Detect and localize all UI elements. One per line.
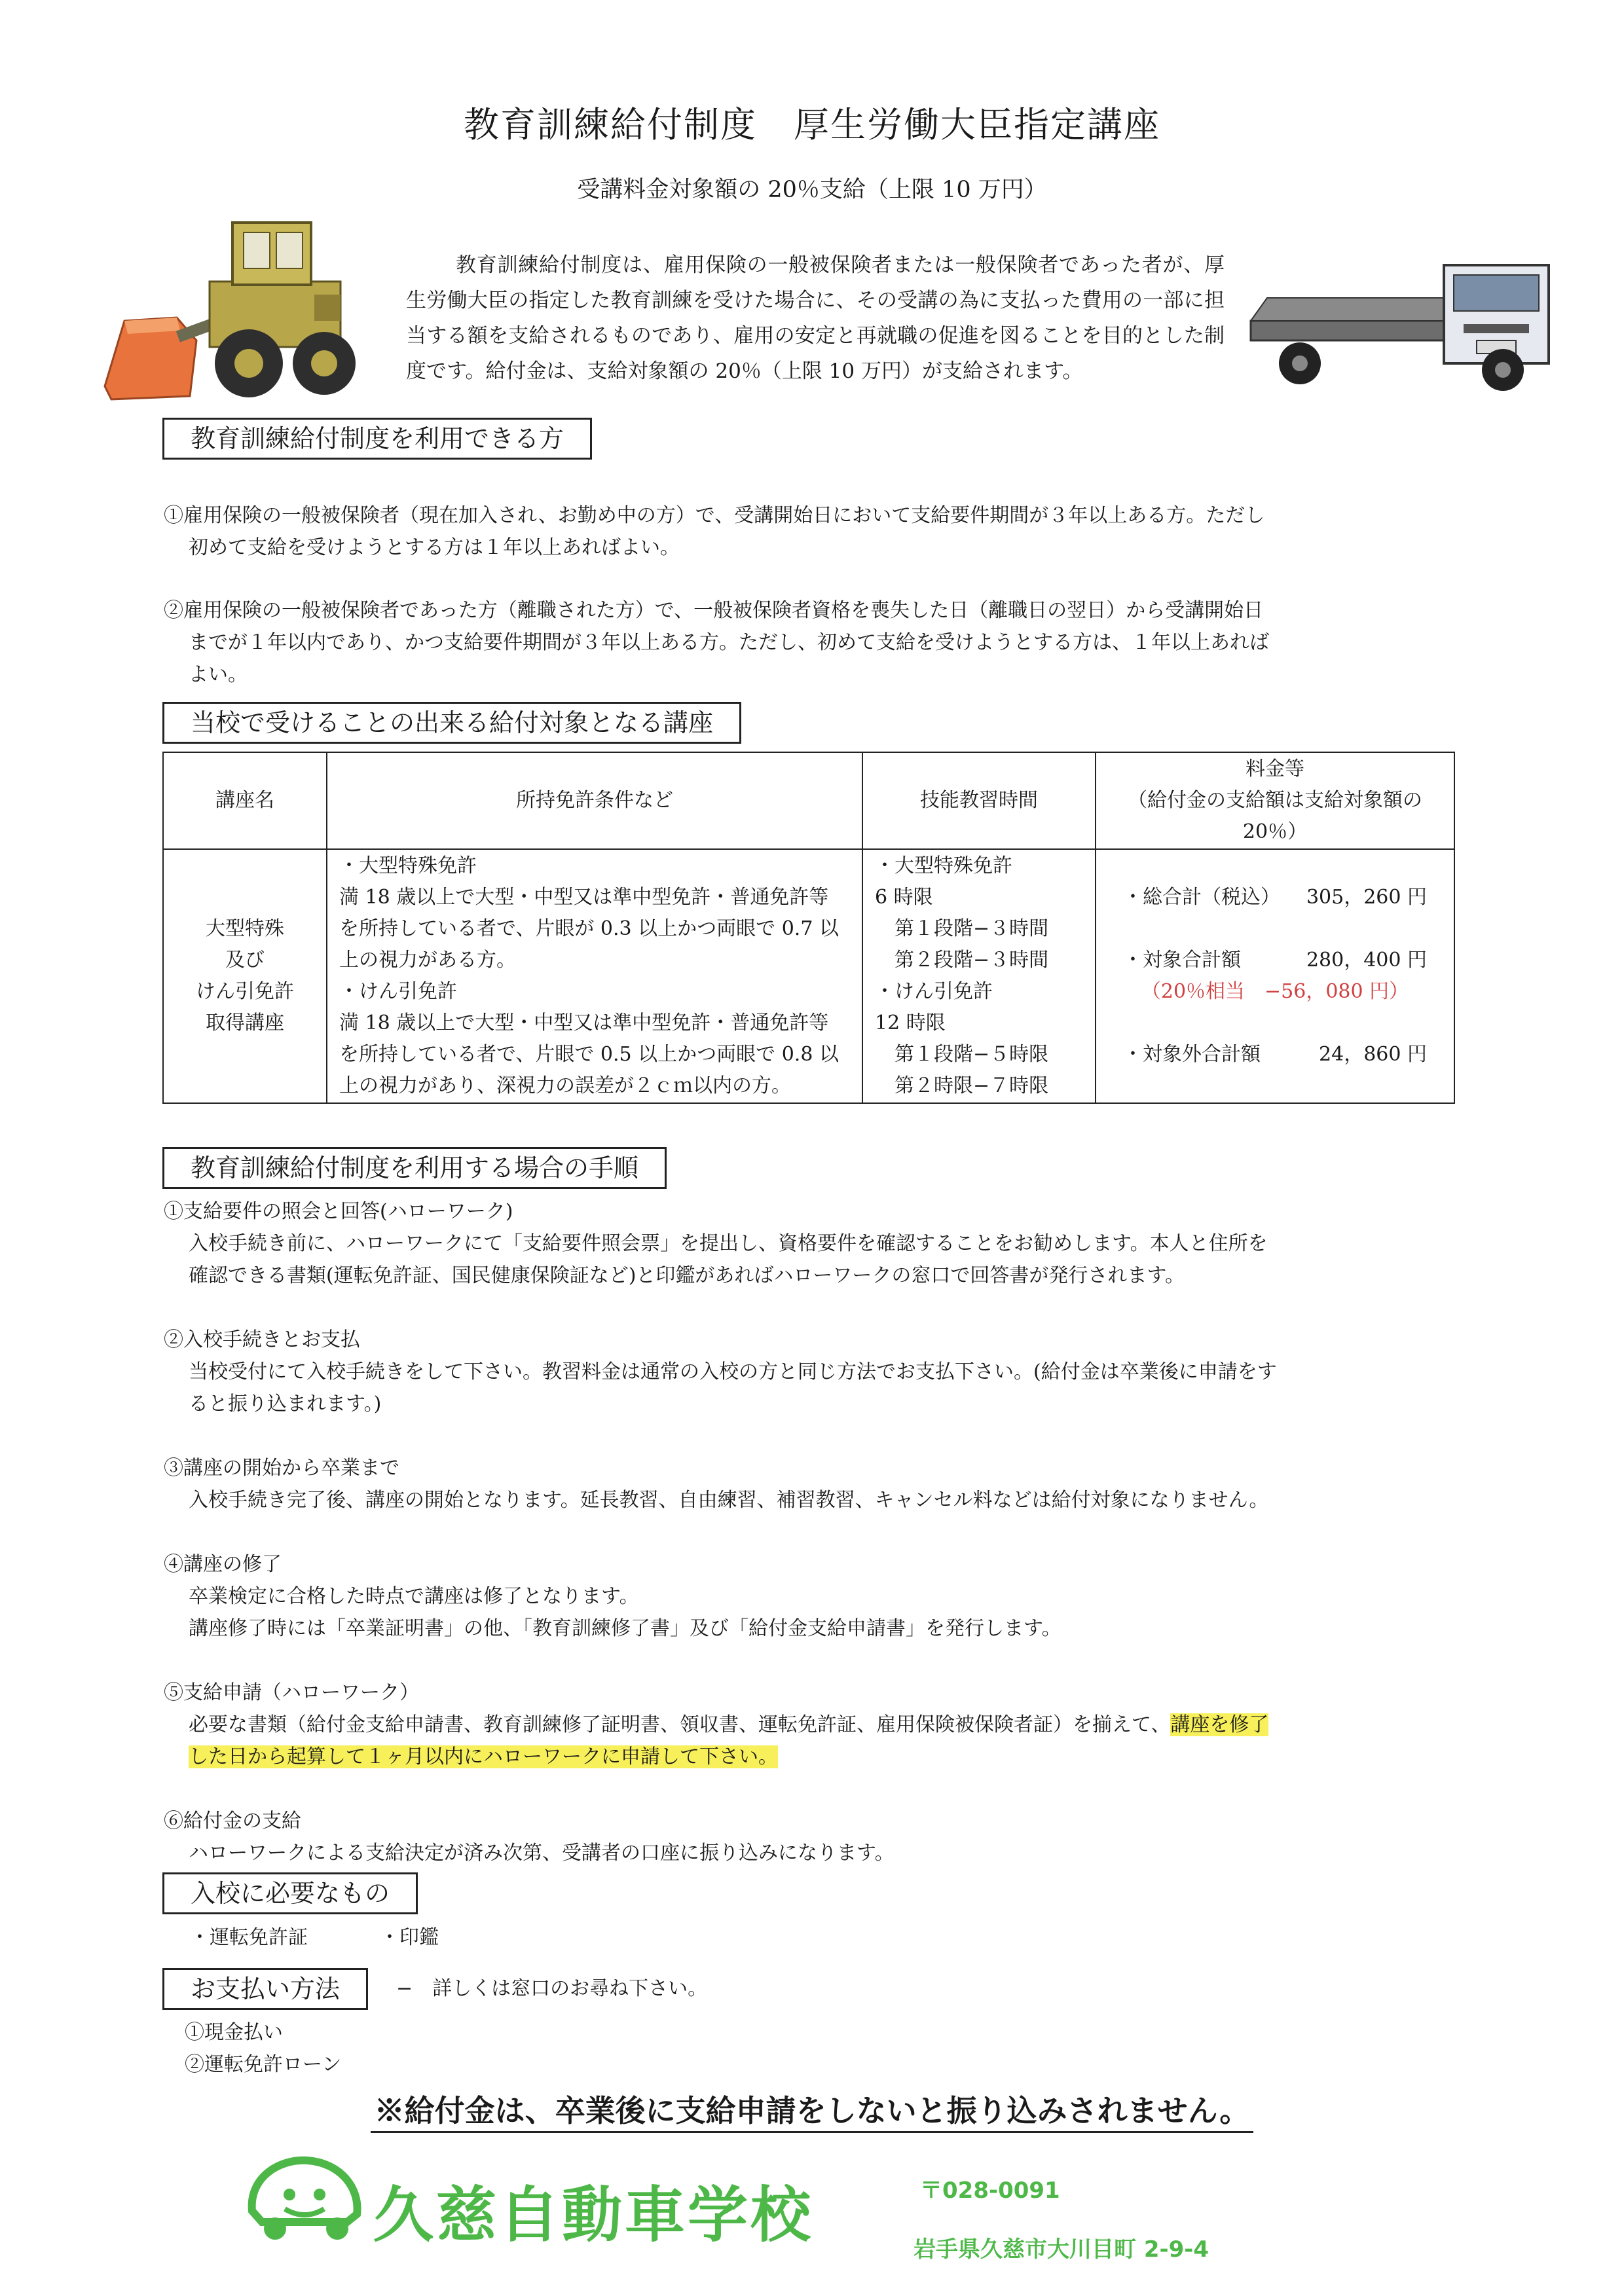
postal-code: 〒028-0091 [920,2178,1060,2204]
wheel-loader-image [98,210,360,406]
requirement-item-seal: ・印鑑 [380,1926,439,1949]
header-fee-line-3: 20％） [1242,820,1308,843]
eligibility-item-2-line-1: ②雇用保険の一般被保険者であった方（離職された方）で、一般被保険者資格を喪失した日（離職日の翌日）から受講開始日 [164,599,1264,622]
payment-item-loan: ②運転免許ローン [185,2053,342,2076]
license-line: 上の視力がある方。 [339,949,516,972]
hours-line: 第２段階−３時間 [875,949,1049,972]
requirements-heading: 入校に必要なもの [162,1872,418,1914]
fee-other [1097,1039,1453,1070]
notice [0,2087,1624,2130]
step-1-line-1: 入校手続き前に、ハローワークにて「支給要件照会票」を提出し、資格要件を確認することをお勧めします。本人と住所を [189,1232,1268,1255]
step-6-line-1: ハローワークによる支給決定が済み次第、受講者の口座に振り込みになります。 [189,1842,895,1865]
eligibility-item-2-line-3: よい。 [189,663,248,686]
license-line: 満 18 歳以上で大型・中型又は準中型免許・普通免許等 [339,1011,829,1034]
hours-line: ・けん引免許 [875,980,993,1003]
step-4-line-1: 卒業検定に合格した時点で講座は修了となります。 [189,1585,639,1608]
table-row [163,849,1454,1103]
hours-line: 12 時限 [875,1011,946,1034]
step-5-highlight-2: した日から起算して１ヶ月以内にハローワークに申請して下さい。 [189,1745,778,1768]
fee-target [1097,945,1453,976]
fee-target-label: ・対象合計額 [1123,949,1241,972]
procedure-heading: 教育訓練給付制度を利用する場合の手順 [162,1147,667,1189]
step-5-line-2 [164,1741,1467,1773]
fee-total-value: 305，260 円 [1306,886,1427,909]
step-3-title: ③講座の開始から卒業まで [164,1457,399,1480]
procedure-steps [164,1195,1467,1869]
course-name-line-1: 大型特殊 [206,917,284,940]
step-1-line-2: 確認できる書類(運転免許証、国民健康保険証など)と印鑑があればハローワークの窓口で回答書が発行されます。 [189,1264,1185,1287]
step-2-title: ②入校手続きとお支払 [164,1328,360,1351]
school-address: 岩手県久慈市大川目町 2-9-4 [913,2236,1209,2263]
fee-discount: （20％相当 −56，080 円） [1141,980,1409,1003]
course-name-line-3: けん引免許 [196,980,294,1003]
step-5-text: 必要な書類（給付金支給申請書、教育訓練修了証明書、領収書、運転免許証、雇用保険被保険者証）を揃えて、 [189,1713,1171,1736]
step-5-title: ⑤支給申請（ハローワーク） [164,1681,419,1704]
fee-total [1097,882,1453,913]
header-fee-line-1: 料金等 [1246,757,1304,780]
fee-total-label: ・総合計（税込） [1123,886,1280,909]
notice-text: ※給付金は、卒業後に支給申請をしないと振り込みされません。 [371,2093,1254,2133]
course-name-line-4: 取得講座 [206,1011,284,1034]
step-5-line-1 [164,1709,1467,1741]
license-line: を所持している者で、片眼で 0.5 以上かつ両眼で 0.8 以 [339,1043,839,1066]
eligibility-item-1-line-1: ①雇用保険の一般被保険者（現在加入され、お勤め中の方）で、受講開始日において支給要件期間が３年以上ある方。ただし [164,504,1265,527]
fee-target-value: 280，400 円 [1306,949,1427,972]
step-2-line-1: 当校受付にて入校手続きをして下さい。教習料金は通常の入校の方と同じ方法でお支払下さい。(給付金は卒業後に申請をす [189,1360,1277,1383]
hours-line: 第２時限−７時限 [875,1074,1049,1097]
page-subtitle: 受講料金対象額の 20％支給（上限 10 万円） [577,177,1047,203]
eligibility-heading: 教育訓練給付制度を利用できる方 [162,418,592,460]
license-cell [327,849,862,1103]
payment-note: − 詳しくは窓口のお尋ね下さい。 [396,1977,708,2000]
courses-heading: 当校で受けることの出来る給付対象となる講座 [162,702,741,744]
course-name-cell [163,849,327,1103]
step-4-title: ④講座の修了 [164,1553,282,1576]
header-license: 所持免許条件など [327,752,862,849]
payment-heading: お支払い方法 [162,1968,368,2010]
step-5-highlight-1: 講座を修了 [1170,1713,1269,1736]
fee-other-value: 24，860 円 [1319,1043,1427,1066]
fee-other-label: ・対象外合計額 [1123,1043,1261,1066]
table-header-row [163,752,1454,849]
header-course-name: 講座名 [163,752,327,849]
course-name-line-2: 及び [225,949,265,972]
courses-table [162,752,1455,1104]
eligibility-list [164,500,1460,691]
eligibility-item-1-line-2: 初めて支給を受けようとする方は１年以上あればよい。 [189,536,680,559]
step-2-line-2: ると振り込まれます。) [189,1393,382,1415]
step-4-line-2: 講座修了時には「卒業証明書」の他、「教育訓練修了書」及び「給付金支給申請書」を発行します。 [189,1617,1061,1640]
step-6-title: ⑥給付金の支給 [164,1810,301,1832]
header-hours: 技能教習時間 [862,752,1096,849]
intro-paragraph: 教育訓練給付制度は、雇用保険の一般被保険者または一般保険者であった者が、厚生労働大臣の指定した教育訓練を受けた場合に、その受講の為に支払った費用の一部に担当する額を支給されるものであり、雇用の安定と再就職の促進を図ることを目的とした制度です。給付金は、支給対象額の 20％（上限 10 万円）が支給されます。 [406,253,1225,383]
fee-cell [1096,849,1454,1103]
license-line: 上の視力があり、深視力の誤差が２ｃｍ以内の方。 [339,1074,791,1097]
header-fee [1096,752,1454,849]
school-logo-icon [242,2149,367,2247]
hours-cell [862,849,1096,1103]
license-line: ・大型特殊免許 [339,854,477,877]
hours-line: 第１段階−３時間 [875,917,1049,940]
license-line: を所持している者で、片眼が 0.3 以上かつ両眼で 0.7 以 [339,917,839,940]
step-1-title: ①支給要件の照会と回答(ハローワーク) [164,1200,513,1223]
page-title: 教育訓練給付制度 厚生労働大臣指定講座 [464,104,1160,145]
eligibility-item-2-line-2: までが１年以内であり、かつ支給要件期間が３年以上ある方。ただし、初めて支給を受けようとする方は、１年以上あれば [189,631,1269,654]
license-line: 満 18 歳以上で大型・中型又は準中型免許・普通免許等 [339,886,829,909]
hours-line: 第１段階−５時限 [875,1043,1049,1066]
license-line: ・けん引免許 [339,980,457,1003]
hours-line: 6 時限 [875,886,933,909]
payment-item-cash: ①現金払い [185,2021,283,2044]
tow-truck-image [1247,259,1555,396]
step-3-line-1: 入校手続き完了後、講座の開始となります。延長教習、自由練習、補習教習、キャンセル料などは給付対象になりません。 [189,1489,1269,1512]
header-fee-line-2: （給付金の支給額は支給対象額の [1128,789,1422,812]
requirement-item-license: ・運転免許証 [190,1926,308,1949]
school-name: 久慈自動車学校 [373,2180,814,2250]
hours-line: ・大型特殊免許 [875,854,1012,877]
